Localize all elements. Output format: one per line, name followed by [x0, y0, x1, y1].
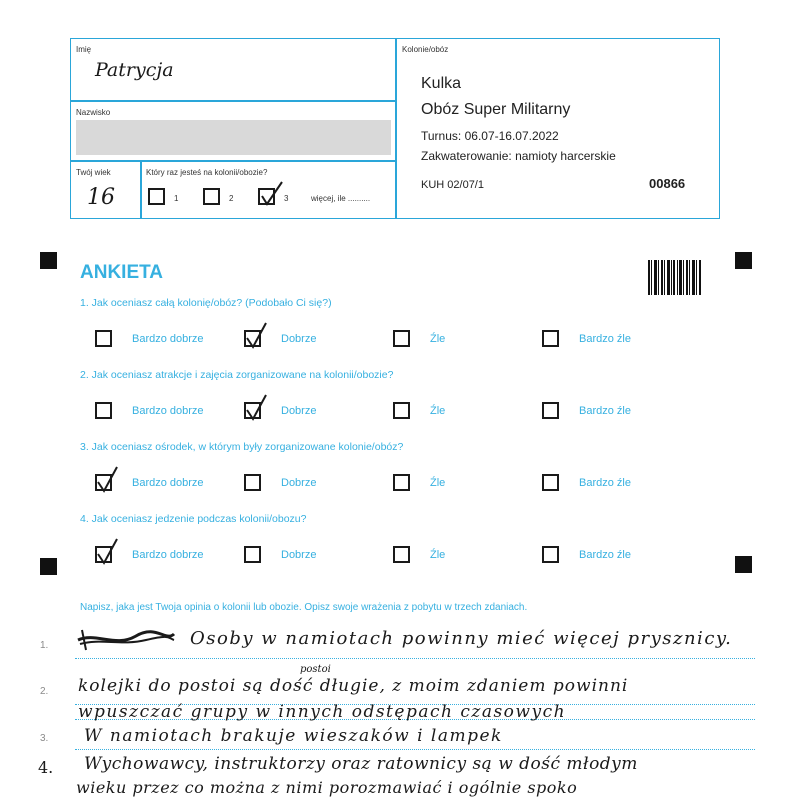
first-name-value[interactable]: Patrycja [95, 59, 174, 81]
checkmark-icon [242, 394, 272, 424]
answer-checkbox[interactable] [95, 330, 112, 347]
checkmark-icon [256, 180, 289, 210]
times-checkbox-2[interactable] [203, 188, 220, 205]
answer-checkbox[interactable] [542, 330, 559, 347]
times-option-1: 1 [174, 194, 179, 203]
answer-option-label: Dobrze [281, 549, 317, 561]
answer-checkbox[interactable] [95, 402, 112, 419]
checkmark-icon [242, 322, 272, 352]
scribble-icon [76, 626, 176, 652]
answer-option-label: Źle [430, 405, 446, 417]
opinion-prompt: Napisz, jaka jest Twoja opinia o kolonii lub obozie. Opisz swoje wrażenia z pobytu w trzech zdaniach. [80, 602, 528, 613]
survey-title: ANKIETA [80, 262, 164, 283]
answer-checkbox[interactable] [542, 546, 559, 563]
camp-name: Kulka [421, 75, 462, 92]
answer-checkbox[interactable] [393, 330, 410, 347]
barcode-icon [648, 260, 702, 295]
answer-option-label: Źle [430, 333, 446, 345]
answer-option-label: Bardzo dobrze [132, 477, 204, 489]
answer-option-label: Bardzo źle [579, 333, 631, 345]
form-number: 00866 [649, 176, 686, 191]
dotted-line [75, 658, 755, 659]
times-label: Który raz jesteś na kolonii/obozie? [146, 168, 268, 177]
camp-lodging-value: namioty harcerskie [515, 149, 616, 163]
dotted-line [75, 749, 755, 750]
answer-checkbox[interactable] [393, 546, 410, 563]
line-number: 2. [40, 686, 49, 697]
line-number: 1. [40, 640, 49, 651]
line-number: 3. [40, 733, 49, 744]
answer-checkbox[interactable] [95, 474, 112, 491]
times-checkbox-1[interactable] [148, 188, 165, 205]
registration-marker [735, 556, 752, 573]
answer-checkbox[interactable] [393, 402, 410, 419]
registration-marker [40, 252, 57, 269]
answer-checkbox[interactable] [244, 330, 261, 347]
camp-label: Kolonie/obóz [402, 45, 449, 54]
registration-marker [735, 252, 752, 269]
answer-option-label: Bardzo źle [579, 549, 631, 561]
answer-option-label: Dobrze [281, 405, 317, 417]
opinion-line-6[interactable]: wieku przez co można z nimi porozmawiać i ogólnie spoko [76, 778, 578, 797]
answer-checkbox[interactable] [244, 546, 261, 563]
line-number: 4. [38, 758, 54, 777]
camp-dates [421, 129, 559, 143]
answer-option-label: Dobrze [281, 477, 317, 489]
camp-lodging [421, 149, 616, 163]
question-3: 3. Jak oceniasz ośrodek, w którym były zorganizowane kolonie/obóz? [80, 441, 404, 453]
times-more: więcej, ile .......... [311, 194, 371, 203]
opinion-correction: postoi [300, 664, 331, 675]
answer-checkbox[interactable] [95, 546, 112, 563]
answer-option-label: Bardzo dobrze [132, 549, 204, 561]
registration-marker [40, 558, 57, 575]
last-name-redaction [76, 120, 391, 155]
answer-checkbox[interactable] [542, 474, 559, 491]
answer-option-label: Źle [430, 549, 446, 561]
camp-code: KUH 02/07/1 [421, 179, 484, 191]
opinion-line-2[interactable]: kolejki do postoi są dość długie, z moim zdaniem powinni [78, 676, 629, 696]
times-option-2: 2 [229, 194, 234, 203]
question-2: 2. Jak oceniasz atrakcje i zajęcia zorganizowane na kolonii/obozie? [80, 369, 394, 381]
opinion-line-3[interactable]: wpuszczać grupy w innych odstępach czasowych [78, 702, 567, 722]
answer-option-label: Bardzo źle [579, 405, 631, 417]
question-4: 4. Jak oceniasz jedzenie podczas kolonii/obozu? [80, 513, 307, 525]
opinion-line-1[interactable]: Osoby w namiotach powinny mieć więcej prysznicy. [190, 628, 733, 649]
first-name-label: Imię [76, 45, 92, 54]
checkmark-icon [93, 466, 123, 496]
opinion-line-4[interactable]: W namiotach brakuje wieszaków i lampek [84, 726, 503, 746]
camp-dates-label: Turnus: [421, 129, 462, 143]
answer-checkbox[interactable] [244, 402, 261, 419]
answer-option-label: Bardzo dobrze [132, 333, 204, 345]
camp-type: Obóz Super Militarny [421, 101, 571, 118]
answer-option-label: Bardzo źle [579, 477, 631, 489]
answer-option-label: Bardzo dobrze [132, 405, 204, 417]
answer-option-label: Źle [430, 477, 446, 489]
header-form [70, 38, 720, 219]
opinion-line-5[interactable]: Wychowawcy, instruktorzy oraz ratownicy są w dość młodym [84, 754, 638, 774]
camp-dates-value: 06.07-16.07.2022 [464, 129, 559, 143]
camp-lodging-label: Zakwaterowanie: [421, 149, 512, 163]
age-label: Twój wiek [76, 168, 111, 177]
answer-option-label: Dobrze [281, 333, 317, 345]
times-checkbox-3[interactable] [258, 188, 275, 205]
question-1: 1. Jak oceniasz całą kolonię/obóz? (Podobało Ci się?) [80, 297, 332, 309]
times-option-3: 3 [284, 194, 289, 203]
answer-checkbox[interactable] [393, 474, 410, 491]
last-name-label: Nazwisko [76, 108, 111, 117]
answer-checkbox[interactable] [244, 474, 261, 491]
answer-checkbox[interactable] [542, 402, 559, 419]
checkmark-icon [93, 538, 123, 568]
age-value[interactable]: 16 [87, 185, 115, 210]
